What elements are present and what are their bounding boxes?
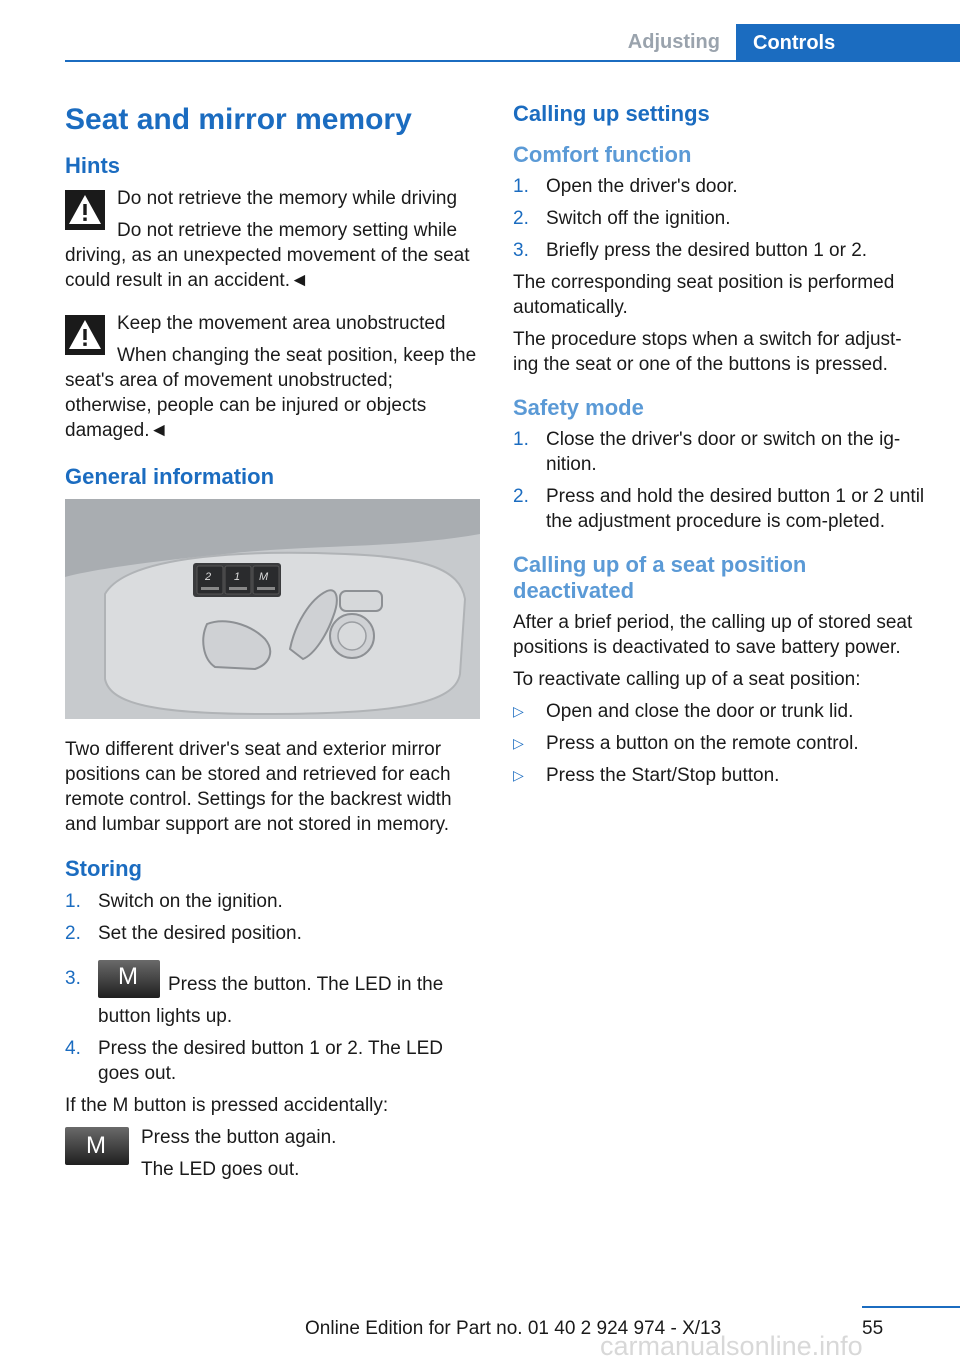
photo-button-2 — [197, 566, 223, 594]
section-title: Seat and mirror memory — [65, 103, 412, 136]
hints-heading: Hints — [65, 153, 120, 178]
svg-text:M: M — [259, 571, 269, 583]
storing-steps — [65, 889, 480, 1086]
list-item: 2. Press and hold the desired button 1 or 2 until the adjustment procedure is com‐pleted. — [513, 486, 925, 532]
list-item: ▷ Press the Start/Stop button. — [513, 765, 780, 786]
list-item: 3. Briefly press the desired button 1 or 2. — [513, 240, 868, 261]
warning-triangle-icon — [65, 315, 105, 355]
press-again-text: Press the button again. — [141, 1127, 337, 1148]
list-item: 1. Switch on the ignition. — [65, 891, 283, 912]
page-number-rule — [862, 1306, 960, 1308]
deactivated-heading: Calling up of a seat position deactivated — [513, 552, 807, 603]
page-number: 55 — [862, 1318, 884, 1339]
comfort-text-2: The procedure stops when a switch for adjust‐ing the seat or one of the buttons is pressed. — [513, 329, 902, 375]
warning-triangle-icon — [65, 190, 105, 230]
warning-body: When changing the seat position, keep the seat's area of movement unobstructed; otherwise, people can be injured or objects damaged.◄ — [65, 345, 477, 441]
photo-button-1 — [225, 566, 251, 594]
photo-button-m — [253, 566, 279, 594]
left-column — [65, 100, 480, 1189]
accident-text: If the M button is pressed accidentally: — [65, 1095, 389, 1116]
list-item: 2. Set the desired position. — [65, 923, 302, 944]
led-out-text: The LED goes out. — [141, 1159, 300, 1180]
calling-up-heading: Calling up settings — [513, 101, 710, 126]
footer-edition: Online Edition for Part no. 01 40 2 924 974 - X/13 — [305, 1318, 722, 1339]
general-heading: General information — [65, 464, 275, 489]
deactivated-text: After a brief period, the calling up of stored seat positions is deactivated to save battery power. — [513, 612, 913, 658]
safety-steps — [513, 427, 925, 534]
list-item: 1. Close the driver's door or switch on the ig‐nition. — [513, 429, 901, 475]
triangle-bullet-icon: ▷ — [513, 703, 524, 719]
right-column — [513, 100, 925, 795]
list-item: 4. Press the desired button 1 or 2. The LED goes out. — [65, 1038, 444, 1084]
memory-m-button-icon: M — [98, 960, 160, 998]
comfort-heading: Comfort function — [513, 142, 692, 167]
list-item: 1. Open the driver's door. — [513, 176, 738, 197]
memory-m-button-icon: M — [65, 1127, 129, 1165]
warning-driving — [65, 186, 480, 293]
reactivate-bullets — [513, 699, 925, 788]
seat-memory-buttons-photo — [65, 499, 480, 719]
comfort-text-1: The corresponding seat position is performed automatically. — [513, 272, 895, 318]
header-tab-controls[interactable]: Controls — [736, 24, 960, 62]
watermark: carmanualsonline.info — [600, 1331, 863, 1361]
list-item: ▷ Open and close the door or trunk lid. — [513, 701, 854, 722]
list-item: 3. M Press the button. The LED in the button lights up. — [65, 966, 480, 1029]
warning-movement-area — [65, 311, 480, 443]
warning-body: Do not retrieve the memory setting while driving, as an unexpected movement of the seat could result in an accident.◄ — [65, 220, 470, 291]
general-text: Two different driver's seat and exterior mirror positions can be stored and retrieved for each remote control. Settings for the backrest width and lumbar support are not stored in memory. — [65, 739, 452, 835]
header-tab-adjusting[interactable]: Adjusting — [627, 30, 720, 53]
safety-heading: Safety mode — [513, 395, 644, 420]
press-again-block — [65, 1125, 480, 1189]
comfort-steps — [513, 174, 925, 263]
warning-title: Do not retrieve the memory while driving — [117, 188, 458, 209]
svg-text:2: 2 — [205, 571, 212, 583]
warning-title: Keep the movement area unobstructed — [117, 313, 446, 334]
storing-heading: Storing — [65, 856, 142, 881]
list-item: 2. Switch off the ignition. — [513, 208, 731, 229]
triangle-bullet-icon: ▷ — [513, 767, 524, 783]
list-item: ▷ Press a button on the remote control. — [513, 733, 859, 754]
svg-text:1: 1 — [234, 571, 241, 583]
reactivate-text: To reactivate calling up of a seat position: — [513, 669, 861, 690]
triangle-bullet-icon: ▷ — [513, 735, 524, 751]
